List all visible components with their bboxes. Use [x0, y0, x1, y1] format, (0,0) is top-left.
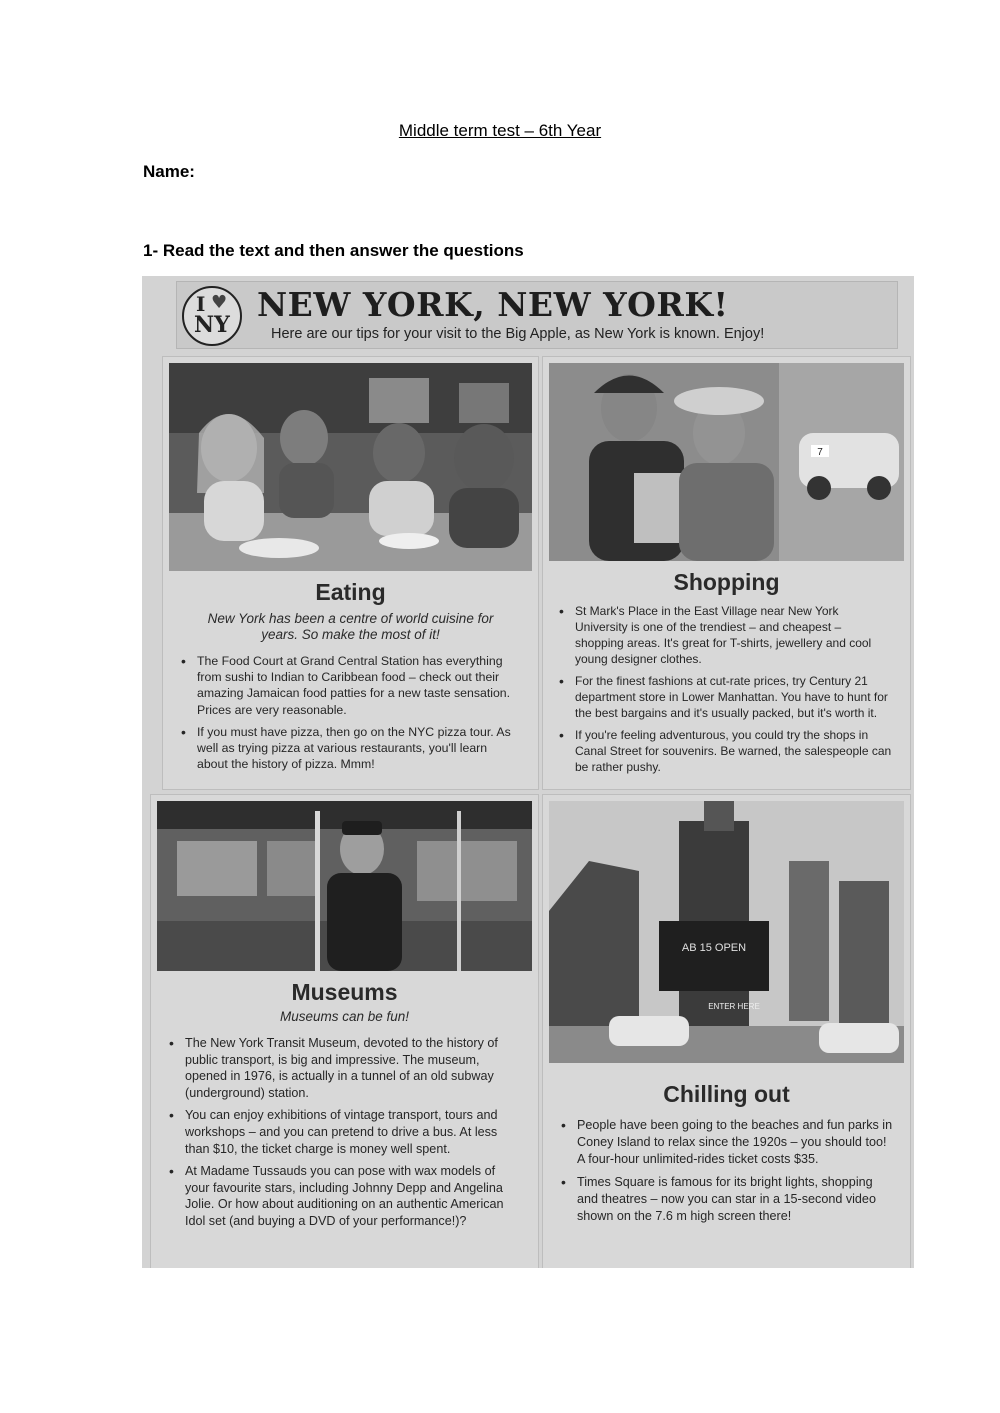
- shopping-panel: [542, 356, 911, 790]
- museums-bullets: [167, 1035, 517, 1236]
- subway-car-illustration: [157, 801, 532, 971]
- enter-here-sign: ENTER HERE: [708, 1002, 760, 1011]
- magazine-photo: [142, 276, 914, 1268]
- chilling-bullet: • Times Square is famous for its bright lights, shopping and theatres – now you can star in a 15-second video shown on the 7.6 m high screen there!: [559, 1174, 895, 1225]
- museums-subtitle: Museums can be fun!: [279, 1009, 410, 1024]
- i-love-ny-logo: [182, 286, 242, 346]
- logo-letter-i: I: [196, 292, 206, 316]
- times-square-sign: AB 15 OPEN: [681, 942, 747, 954]
- shopping-title: Shopping: [673, 569, 780, 595]
- shoppers-illustration: [549, 363, 904, 561]
- chilling-bullets: [559, 1117, 895, 1231]
- shopping-bullet: • St Mark's Place in the East Village near New York University is one of the trendiest – and cheapest – shopping areas. It's great for T-shirts, jewellery and cool young designer clothes.: [557, 603, 893, 667]
- article-subtitle: Here are our tips for your visit to the Big Apple, as New York is known. Enjoy!: [271, 326, 765, 342]
- museums-bullet: • At Madame Tussauds you can pose with wax models of your favourite stars, including Johnny Depp and Angelina Jolie. Or how about auditioning on an authentic American Idol set (and buying a DVD of your performance!)?: [167, 1163, 517, 1229]
- article-headline: NEW YORK, NEW YORK!: [257, 285, 729, 324]
- eating-photo: [169, 363, 532, 571]
- shopping-bullet: • If you're feeling adventurous, you could try the shops in Canal Street for souvenirs. Be warned, the salespeople can be rather pushy.: [557, 727, 893, 775]
- diners-illustration: [169, 363, 532, 571]
- museums-bullet: • The New York Transit Museum, devoted to the history of public transport, is big and impressive. The museum, opened in 1976, is actually in a tunnel of an old subway (underground) station.: [167, 1035, 517, 1101]
- chilling-panel: [542, 794, 911, 1268]
- shopping-bullets: [557, 603, 893, 781]
- heart-icon: ♥: [211, 292, 228, 313]
- instruction-heading: 1- Read the text and then answer the questions: [143, 241, 524, 260]
- eating-title: Eating: [315, 579, 386, 605]
- article-header: [176, 281, 898, 349]
- shopping-bullet: • For the finest fashions at cut-rate prices, try Century 21 department store in Lower Manhattan. You have to hunt for the best bargains and it's usually packed, but it's worth it.: [557, 673, 893, 721]
- shopping-photo: [549, 363, 904, 561]
- eating-bullet: • If you must have pizza, then go on the NYC pizza tour. As well as trying pizza at various restaurants, you'll learn about the history of pizza. Mmm!: [179, 724, 511, 773]
- eating-bullet: • The Food Court at Grand Central Station has everything from sushi to Indian to Caribbean food – check out their amazing Jamaican food patties for a new taste sensation. Prices are very reasonable.: [179, 653, 511, 718]
- chilling-bullet: • People have been going to the beaches and fun parks in Coney Island to relax since the 1920s – you should too! A four-hour unlimited-rides ticket costs $35.: [559, 1117, 895, 1168]
- times-square-illustration: [549, 801, 904, 1063]
- eating-subtitle: New York has been a centre of world cuisine for years. So make the most of it!: [207, 611, 494, 642]
- chilling-photo: [549, 801, 904, 1063]
- name-label: Name:: [143, 162, 195, 181]
- museums-bullet: • You can enjoy exhibitions of vintage transport, tours and workshops – and you can pretend to drive a bus. At less than $10, the ticket charge is money well spent.: [167, 1107, 517, 1157]
- eating-bullets: [179, 653, 511, 778]
- eating-panel: [162, 356, 539, 790]
- museums-panel: [150, 794, 539, 1268]
- taxi-number: 7: [817, 447, 823, 458]
- chilling-title: Chilling out: [663, 1081, 790, 1107]
- museums-title: Museums: [291, 979, 398, 1005]
- museums-photo: [157, 801, 532, 971]
- logo-letters-ny: NY: [194, 312, 230, 338]
- document-title: Middle term test – 6th Year: [398, 121, 602, 140]
